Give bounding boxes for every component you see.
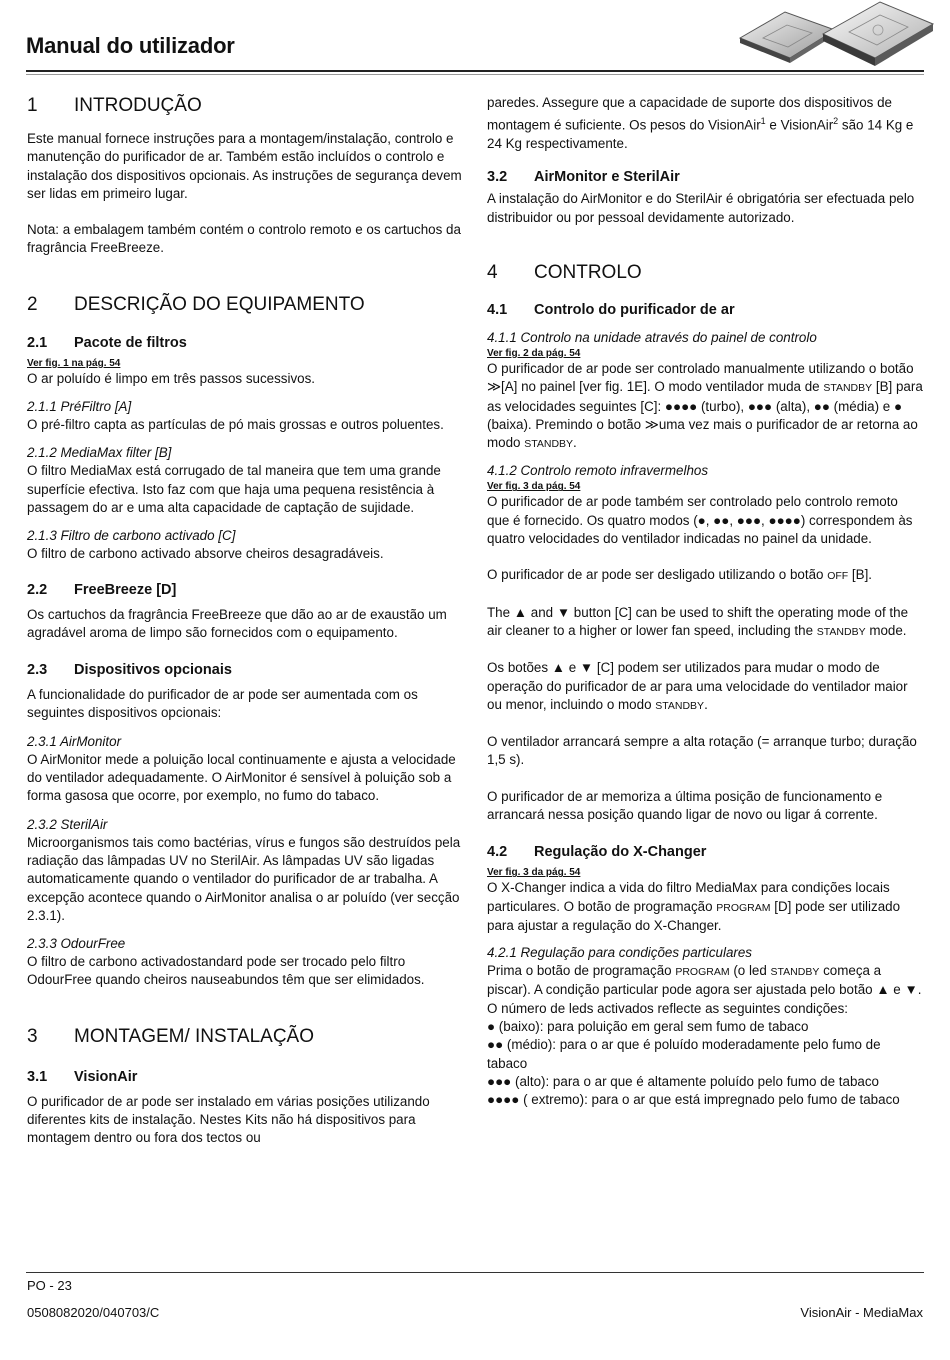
- section-2-1-3-heading: 2.1.3 Filtro de carbono activado [C]: [27, 528, 236, 544]
- product-name: VisionAir - MediaMax: [800, 1305, 923, 1320]
- paragraph: The ▲ and ▼ button [C] can be used to shift the operating mode of the air cleaner to a higher or lower fan speed, including the STANDBY mode.: [487, 604, 909, 638]
- figure-reference: Ver fig. 1 na pág. 54: [27, 357, 121, 369]
- section-4-1-2-heading: 4.1.2 Controlo remoto infravermelhos: [487, 463, 709, 479]
- section-2-2-heading: 2.2 FreeBreeze [D]: [27, 581, 177, 598]
- paragraph: O filtro de carbono activadostandard pode ser trocado pelo filtro OdourFree quando cheiros nauseabundos têm que ser elimidados.: [27, 954, 425, 988]
- paragraph: O purificador de ar pode ser instalado em várias posições utilizando diferentes kits de instalação. Nestes Kits não há dispositivos para montagem dentro ou fora dos tectos ou: [27, 1093, 430, 1146]
- paragraph: O purificador de ar memoriza a última posição de funcionamento e arrancará nessa posição quando ligar de novo ou ligar á corrente.: [487, 788, 883, 822]
- paragraph: O filtro de carbono activado absorve cheiros desagradáveis.: [27, 546, 384, 562]
- section-3-heading: 3 MONTAGEM/ INSTALAÇÃO: [27, 1025, 314, 1047]
- left-column: [27, 86, 463, 1148]
- section-1-heading: 1 INTRODUÇÃO: [27, 95, 202, 116]
- paragraph: paredes. Assegure que a capacidade de suporte dos dispositivos de montagem é suficiente. Os pesos do VisionAir$^1$ e VisionAir$^2$ são 14 Kg e 24 Kg respectivamente.: [487, 95, 914, 152]
- page-title: Manual do utilizador: [26, 33, 235, 58]
- section-4-1-1-heading: 4.1.1 Controlo na unidade através do painel de controlo: [487, 329, 817, 345]
- section-3-2-heading: 3.2 AirMonitor e SterilAir: [487, 169, 680, 186]
- list-item: ●● (médio): para o ar que é poluído moderadamente pelo fumo de tabaco: [487, 1037, 881, 1071]
- paragraph: Os botões ▲ e ▼ [C] podem ser utilizados para mudar o modo de operação do purificador de ar para uma velocidade do ventilador maior ou menor, incluindo o modo STANDBY.: [487, 660, 908, 712]
- section-1-note: Nota: a embalagem também contém o controlo remoto e os cartuchos da fragrância FreeBreeze.: [27, 222, 461, 256]
- section-2-heading: 2 DESCRIÇÃO DO EQUIPAMENTO: [27, 293, 365, 315]
- header-rule-thin: [26, 74, 924, 75]
- paragraph: Os cartuchos da fragrância FreeBreeze que dão ao ar de exaustão um agradável aroma de limpo são fornecidos com o equipamento.: [27, 606, 447, 640]
- right-column: [487, 94, 923, 1110]
- section-3-1-heading: 3.1 VisionAir: [27, 1068, 138, 1085]
- figure-reference: Ver fig. 3 da pág. 54: [487, 481, 581, 493]
- section-4-2-heading: 4.2 Regulação do X-Changer: [487, 844, 707, 861]
- section-4-1-heading: 4.1 Controlo do purificador de ar: [487, 301, 735, 318]
- air-purifier-device-illustration: [735, 0, 935, 70]
- paragraph: O X-Changer indica a vida do filtro MediaMax para condições locais particulares. O botão de programação PROGRAM [D] pode ser utilizado para ajustar a regulação do X-Changer.: [487, 880, 901, 933]
- paragraph: Prima o botão de programação PROGRAM (o led STANDBY começa a piscar). A condição particular pode agora ser ajustada pelo botão ▲ e ▼. O número de leds activados reflecte as seguintes condições:: [487, 963, 922, 1016]
- figure-reference: Ver fig. 2 da pág. 54: [487, 347, 581, 359]
- page-number: PO - 23: [27, 1278, 72, 1293]
- section-2-1-1-heading: 2.1.1 PréFiltro [A]: [27, 399, 132, 415]
- paragraph: O AirMonitor mede a poluição local continuamente e ajusta a velocidade do ventilador adequadamente. O AirMonitor é sensível à poluição sob a forma gasosa que ocorre, por exemplo, no fumo do tabaco.: [27, 751, 456, 804]
- paragraph: O purificador de ar pode também ser controlado pelo controlo remoto que é fornecido. Os quatro modos (●, ●●, ●●●, ●●●●) correspondem às quatro velocidades do ventilador indicadas no painel da unidade.: [487, 494, 913, 547]
- paragraph: O ar poluído é limpo em três passos sucessivos.: [27, 370, 316, 386]
- paragraph: A instalação do AirMonitor e do SterilAir é obrigatória ser efectuada pelo distribuidor ou por pessoal devidamente autorizado.: [487, 191, 915, 225]
- section-2-1-2-heading: 2.1.2 MediaMax filter [B]: [27, 445, 172, 461]
- figure-reference: Ver fig. 3 da pág. 54: [487, 867, 581, 879]
- paragraph: A funcionalidade do purificador de ar pode ser aumentada com os seguintes dispositivos opcionais:: [27, 687, 418, 721]
- paragraph: O purificador de ar pode ser controlado manualmente utilizando o botão ≫[A] no painel [ver fig. 1E]. O modo ventilador muda de STANDBY [B] para as velocidades seguintes [C]: ●●●● (turbo), ●●● (alta), ●● (média) e ● (baixa). Premindo o botão ≫uma vez mais o purificador de ar retorna ao modo STANDBY.: [487, 360, 923, 451]
- document-code: 0508082020/040703/C: [27, 1305, 160, 1320]
- paragraph: Microorganismos tais como bactérias, vírus e fungos são destruídos pela radiação das lâmpadas UV no SterilAir. As lâmpadas UV são ligadas automaticamente quando o ventilador do purificador de ar trabalha. A excepção acontece quando o AirMonitor analisa o ar poluído (ver secção 2.3.1).: [27, 834, 461, 923]
- section-2-3-2-heading: 2.3.2 SterilAir: [27, 816, 108, 832]
- section-2-3-3-heading: 2.3.3 OdourFree: [27, 936, 126, 952]
- list-item: ●●●● ( extremo): para o ar que está impregnado pelo fumo de tabaco: [487, 1092, 900, 1108]
- section-4-heading: 4 CONTROLO: [487, 261, 642, 283]
- list-item: ●●● (alto): para o ar que é altamente poluído pelo fumo de tabaco: [487, 1073, 880, 1089]
- paragraph: O ventilador arrancará sempre a alta rotação (= arranque turbo; duração 1,5 s).: [487, 734, 917, 768]
- header-rule: [26, 70, 924, 72]
- section-2-1-heading: 2.1 Pacote de filtros: [27, 334, 187, 351]
- section-1-paragraph: Este manual fornece instruções para a montagem/instalação, controlo e manutenção do purificador de ar. Também estão incluídos o controlo e instalação dos dispositivos opcionais. As instruções de segurança devem ser lidas em primeiro lugar.: [27, 131, 462, 201]
- paragraph: O purificador de ar pode ser desligado utilizando o botão OFF [B].: [487, 567, 873, 583]
- section-2-3-1-heading: 2.3.1 AirMonitor: [27, 733, 122, 749]
- paragraph: O pré-filtro capta as partículas de pó mais grossas e outros poluentes.: [27, 417, 444, 433]
- paragraph: O filtro MediaMax está corrugado de tal maneira que tem uma grande superfície efectiva. Isto faz com que haja uma pequena resistência à passagem do ar e uma alta capacidade de captação de sujidade.: [27, 463, 441, 515]
- section-4-2-1-heading: 4.2.1 Regulação para condições particulares: [487, 945, 753, 961]
- footer-rule: [26, 1272, 924, 1273]
- list-item: ● (baixo): para poluição em geral sem fumo de tabaco: [487, 1019, 809, 1035]
- section-2-3-heading: 2.3 Dispositivos opcionais: [27, 662, 232, 679]
